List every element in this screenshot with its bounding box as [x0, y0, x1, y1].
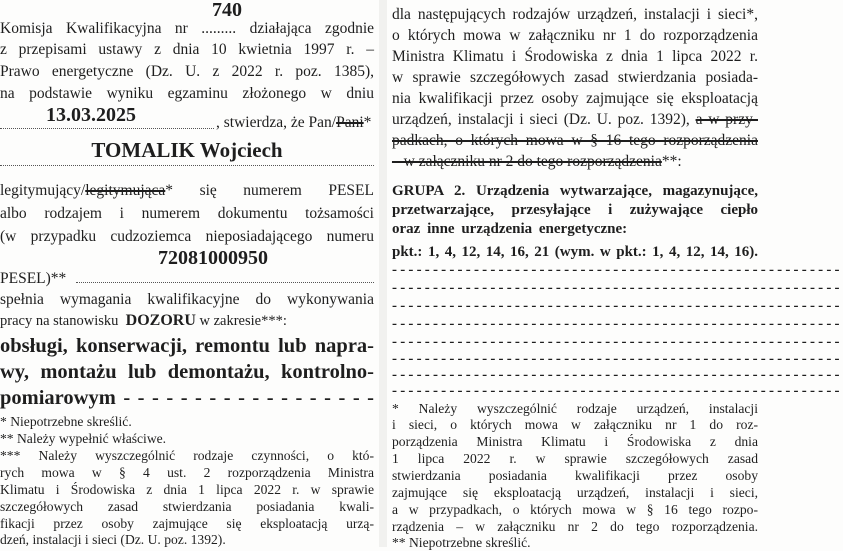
footnote: 1 lipca 2022 r. w sprawie szczegółowych zasad — [392, 451, 758, 466]
footnote: fikacji przez osoby zajmujące się eksploatacją urzą- — [0, 516, 374, 531]
footnote: zajmujące się eksploatacją urządzeń, instalacji i sieci, — [392, 485, 758, 500]
dash-line: ------------------------------------------------------- — [392, 298, 843, 314]
footnote: ** Niepotrzebne skreślić. — [392, 535, 531, 550]
dash-line: ------------------------------------------------------- — [392, 334, 843, 350]
intro-text: działająca zgodnie — [249, 20, 375, 37]
footnote: Klimatu i Środowiska z dnia 1 lipca 2022 r. w sprawie — [0, 482, 374, 497]
dash-line: ------------------------------------------------------- — [392, 316, 843, 332]
scope-line: obsługi, konserwacji, remontu lub napra- — [0, 335, 374, 357]
dash-line: ------------------------------------------------------- — [392, 262, 843, 278]
body-line: Ministra Klimatu i Środowiska z dnia 1 lipca 2022 r. — [392, 48, 758, 65]
scope-line-last — [0, 386, 374, 410]
footnote: szczegółowych zasad stwierdzania posiadania kwali- — [0, 499, 374, 514]
pesel-label: PESEL)** — [0, 270, 67, 287]
group-line: oraz inne urządzenia energetyczne: — [392, 221, 628, 237]
states-text: , stwierdza, że Pan/ — [216, 114, 337, 131]
id-line: (w przypadku cudzoziemca nieposiadającego numeru — [0, 228, 374, 245]
asterisk: **: — [661, 153, 682, 170]
commission-number: 740 — [212, 0, 242, 21]
exam-date: 13.03.2025 — [46, 104, 136, 126]
position-text: pracy na stanowisku — [0, 313, 119, 329]
footnote: *** Należy wyszczególnić rodzaje czynności, o któ- — [0, 448, 374, 463]
struck-text: – w załączniku nr 2 do tego rozporządzenia — [392, 153, 662, 170]
body-line: nia kwalifikacji przez osoby zajmujące się eksploatacją — [392, 90, 758, 107]
footnote: stwierdzania posiadania kwalifikacji przez osoby — [392, 468, 758, 483]
meets-line: spełnia wymagania kwalifikacyjne do wykonywania — [0, 291, 374, 308]
body-line-8 — [392, 153, 758, 171]
footnote: rządzenia – w załączniku nr 2 do tego rozporządzenia. — [392, 519, 758, 534]
scope-dashes: - - - - - - - - - - - - - - - - - - — [123, 387, 375, 409]
name-dotted-line — [0, 165, 374, 166]
states-line — [216, 114, 371, 132]
footnote: * Niepotrzebne skreślić. — [0, 414, 132, 429]
legit-text: * się numerem PESEL — [165, 182, 374, 199]
page-gutter — [379, 0, 387, 547]
legit-line — [0, 182, 374, 200]
intro-line: z przepisami ustawy z dnia 10 kwietnia 1997 r. – — [0, 41, 374, 58]
body-line-6 — [392, 111, 758, 129]
body-text: urządzeń, instalacji i sieci (Dz. U. poz. 1392), — [392, 111, 690, 128]
footnote: porządzenia Ministra Klimatu i Środowiska z dnia — [392, 434, 758, 449]
intro-line: na podstawie wyniku egzaminu złożonego w dniu — [0, 85, 374, 102]
number-dots: ......... — [201, 20, 237, 37]
intro-line-1 — [0, 20, 374, 38]
asterisk: * — [363, 114, 372, 131]
pesel-number: 72081000950 — [158, 247, 268, 269]
struck-text: Pani — [336, 114, 364, 131]
dash-line: ------------------------------------------------------- — [392, 367, 843, 383]
body-line: o których mowa w załączniku nr 1 do rozporządzenia — [392, 27, 758, 44]
intro-text: Komisja Kwalifikacyjna nr — [0, 20, 188, 37]
group-line: przetwarzające, przesyłające i zużywające ciepło — [392, 202, 758, 218]
dash-line: ------------------------------------------------------- — [392, 351, 843, 367]
body-line: w sprawie szczegółowych zasad stwierdzania posiada- — [392, 69, 758, 86]
position-line — [0, 312, 287, 330]
scope-line: wy, montażu lub demontażu, kontrolno- — [0, 361, 374, 383]
dash-line: ------------------------------------------------------- — [392, 383, 843, 399]
footnote: ** Należy wypełnić właściwe. — [0, 431, 167, 446]
footnote: i sieci, o których mowa w załączniku nr 1 do roz- — [392, 417, 758, 432]
pesel-dotted-line — [76, 282, 374, 283]
date-dotted-line — [0, 128, 214, 129]
footnote: a w przypadkach, o których mowa w § 16 tego rozpo- — [392, 502, 758, 517]
struck-text: a w przy- — [695, 111, 758, 128]
scope-text: pomiarowym — [0, 387, 116, 409]
group-line: GRUPA 2. Urządzenia wytwarzające, magazynujące, — [392, 183, 758, 199]
struck-line: padkach, o których mowa w § 16 tego rozporządzenia — [392, 132, 758, 149]
footnote: rych mowa w § 4 ust. 2 rozporządzenia Ministra — [0, 465, 374, 480]
dash-line: ------------------------------------------------------- — [392, 280, 843, 296]
points-line: pkt.: 1, 4, 12, 14, 16, 21 (wym. w pkt.: 1, 4, 12, 14, 16). — [392, 244, 758, 260]
body-line: dla następujących rodzajów urządzeń, instalacji i sieci*, — [392, 6, 758, 23]
intro-line: Prawo energetyczne (Dz. U. z 2022 r. poz. 1385), — [0, 63, 374, 80]
position-name: DOZORU — [125, 312, 196, 329]
footnote: * Należy wyszczególnić rodzaje urządzeń, instalacji — [392, 401, 758, 416]
person-name: TOMALIK Wojciech — [91, 138, 283, 162]
struck-text: legitymująca — [85, 182, 166, 199]
position-text: w zakresie***: — [199, 313, 287, 329]
footnote: dzeń, instalacji i sieci (Dz. U. poz. 1392). — [0, 532, 226, 547]
legit-text: legitymujący/ — [0, 182, 86, 199]
id-line: albo rodzajem i numerem dokumentu tożsamości — [0, 205, 374, 222]
